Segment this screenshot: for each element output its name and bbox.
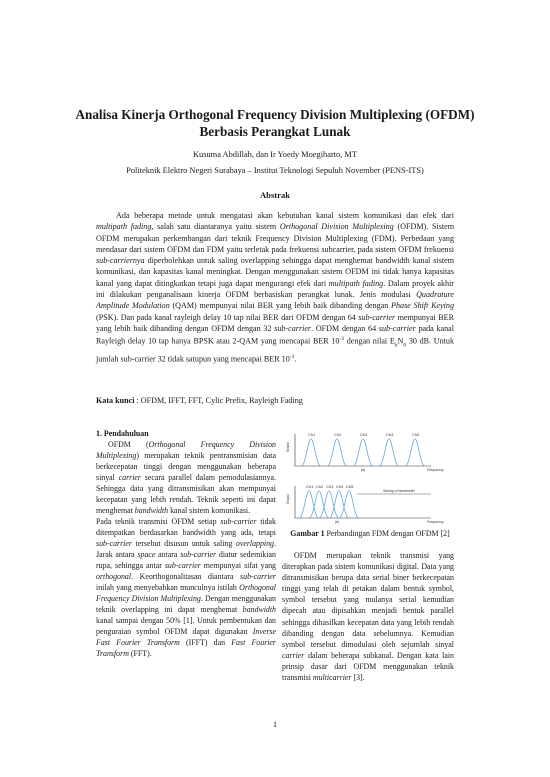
keywords: [96, 396, 454, 405]
fdm-channel-label-4: Ch4: [386, 432, 394, 437]
ofdm-channel-label-4: Ch4: [336, 484, 344, 489]
ofdm-subcarrier-3: [319, 491, 339, 518]
fdm-subplot: [286, 432, 444, 472]
ofdm-subcarrier-4: [329, 491, 349, 518]
right-column: [282, 550, 454, 683]
savings-label: Saving of bandwidth: [383, 489, 415, 493]
ofdm-y-label: Sinyal: [286, 494, 290, 504]
paper-title: [60, 106, 490, 140]
intro-paragraph-3: OFDM merupakan teknik transmisi yang diterapkan pada sistem komunikasi digital. Data yang ditransmisikan berupa data serial biner berkecepatan tinggi yang telah di petakan dalam bentuk symbol, symbol tersebut yang mulanya serial kemudian dipecah atau dipisahkan menjadi bentuk parallel sehingga dihasilkan kecepatan data yang lebih rendah dibanding dengan data sebelumnya. Kemudian symbol tersebut dimodulasi oleh sejumlah sinyal carrier dalam beberapa subkanal. Dengan kata lain prinsip dasar dari OFDM menggunakan teknik transmisi multicarrier [3].: [282, 551, 454, 683]
fdm-subcarrier-4: [379, 439, 399, 466]
fdm-channel-label-2: Ch2: [334, 432, 342, 437]
fdm-y-label: Sinyal: [286, 442, 290, 452]
title-line-1: Analisa Kinerja Orthogonal Frequency Division Multiplexing (OFDM): [75, 107, 475, 122]
figure-caption-text: Perbandingan FDM dengan OFDM [2]: [324, 529, 450, 538]
figure-caption-label: Gambar 1: [290, 529, 325, 538]
figure-caption: [282, 529, 458, 538]
fdm-subcarriers: [301, 439, 425, 466]
ofdm-subcarrier-2: [309, 491, 329, 518]
ofdm-channel-label-3: Ch3: [326, 484, 334, 489]
ofdm-channel-label-1: Ch1: [306, 484, 314, 489]
ofdm-subplot: [286, 484, 444, 524]
ofdm-subcarrier-5: [339, 491, 359, 518]
fdm-axis-label: Frequency: [427, 468, 444, 472]
ofdm-axis-label: Frequency: [427, 520, 444, 524]
abstract-heading: Abstrak: [259, 190, 291, 200]
intro-paragraph-1: OFDM (Orthogonal Frequency Division Multiplexing) merupakan teknik pentransmisian data berkecepatan tinggi dengan menggunakan beberapa sinyal carrier secara parallel dalam pemodulasiannya. Sehingga data yang ditransmisikan akan mempunyai kecepatan yang lebih rendah. Teknik seperti ini dapat menghemat bandwidth kanal sistem komunikasi.: [96, 440, 277, 515]
fdm-channel-label-1: Ch1: [308, 432, 316, 437]
keywords-value: : OFDM, IFFT, FFT, Cylic Prefix, Rayleigh Fading: [136, 396, 303, 405]
section-1-heading: 1. Pendahuluan: [96, 429, 149, 438]
fdm-subcarrier-1: [301, 439, 321, 466]
fdm-subcarrier-5: [405, 439, 425, 466]
abstract-body: Ada beberapa metode untuk mengatasi akan kebutuhan kanal sistem komunikasi dan efek dari multipath fading, salah satu diantaranya yaitu sistem Orthogonal Division Multiplexing (OFDM). Sistem OFDM merupakan perkembangan dari teknik Frequency Division Multiplexing (FDM). Perbedaan yang mendasar dari sistem OFDM dan FDM yaitu terletak pada frekuensi subcarrier, pada sistem OFDM frekuensi sub-carriernya diperbolehkan untuk saling overlapping sehingga dapat menghemat bandwidth kanal sistem komunikasi, dan kapasitas kanal meningkat. Dengan menggunakan sistem OFDM ini tidak hanya kapasitas kanal yang dapat ditingkatkan tetapi juga dapat mengurangi efek dari multipath fading. Dalam proyek akhir ini dilakukan penganalisaan kinerja OFDM berbasiskan perangkat lunak. Jenis modulasi Quadrature Amplitude Modulation (QAM) mempunyai nilai BER yang lebih baik dibanding dengan Phase Shift Keying (PSK). Dan pada kanal rayleigh delay 10 tap nilai BER dari OFDM dengan 64 sub-carrier mempunyai BER yang lebih baik dibanding dengan OFDM dengan 32 sub-carrier. OFDM dengan 64 sub-carrier pada kanal Rayleigh delay 10 tap hanya BPSK atau 2-QAM yang mencapai BER $10^{-3}$ dengan nilai $E_bN_0$ 30 dB. Untuk jumlah sub-carrier 32 tidak satupun yang mencapai BER $10^{-3}$.: [96, 211, 455, 364]
fdm-channel-label-5: Ch5: [412, 432, 420, 437]
ofdm-channel-label-5: Ch5: [346, 484, 354, 489]
keywords-label: Kata kunci: [96, 396, 135, 405]
fdm-channel-label-3: Ch3: [360, 432, 368, 437]
ofdm-channel-label-2: Ch2: [316, 484, 324, 489]
title-line-2: Berbasis Perangkat Lunak: [199, 124, 351, 139]
ofdm-subcarriers: [299, 491, 359, 518]
authors: Kusuma Abdillah, dan Ir Yoedy Moegiharto, MT: [193, 150, 357, 159]
ofdm-subcarrier-1: [299, 491, 319, 518]
ofdm-subplot-label: (b): [335, 520, 340, 524]
fdm-subplot-label: (a): [361, 468, 366, 472]
figure-fdm-vs-ofdm: [281, 430, 455, 528]
left-column: [96, 428, 276, 659]
affiliation: Politeknik Elektro Negeri Surabaya – Institut Teknologi Sepuluh November (PENS-ITS): [126, 166, 424, 175]
fdm-subcarrier-2: [327, 439, 347, 466]
fdm-subcarrier-3: [353, 439, 373, 466]
page-number: 1: [273, 720, 277, 729]
intro-paragraph-2: Pada teknik transmisi OFDM setiap sub-carrier tidak ditempatkan berdasarkan bandwidth yang ada, tetapi sub-carrier tersebut disusun untuk saling overlapping. Jarak antara space antara sub-carrier diatur sedemikian rupa, sehingga antar sub-carrier mempunyai sifat yang orthogonal. Keorthogonalitasan diantara sub-carrier inilah yang menyebabkan munculnya istilah Orthogonal Frequency Division Multiplexing. Dengan menggunakan teknik overlapping ini dapat menghemat bandwidth kanal sampai dengan 50% [1]. Untuk pembentukan dan penguraian symbol OFDM dapat digunakan Inverse Fast Fourier Transform (IFFT) dan Fast Fourier Transform (FFT).: [96, 517, 277, 658]
